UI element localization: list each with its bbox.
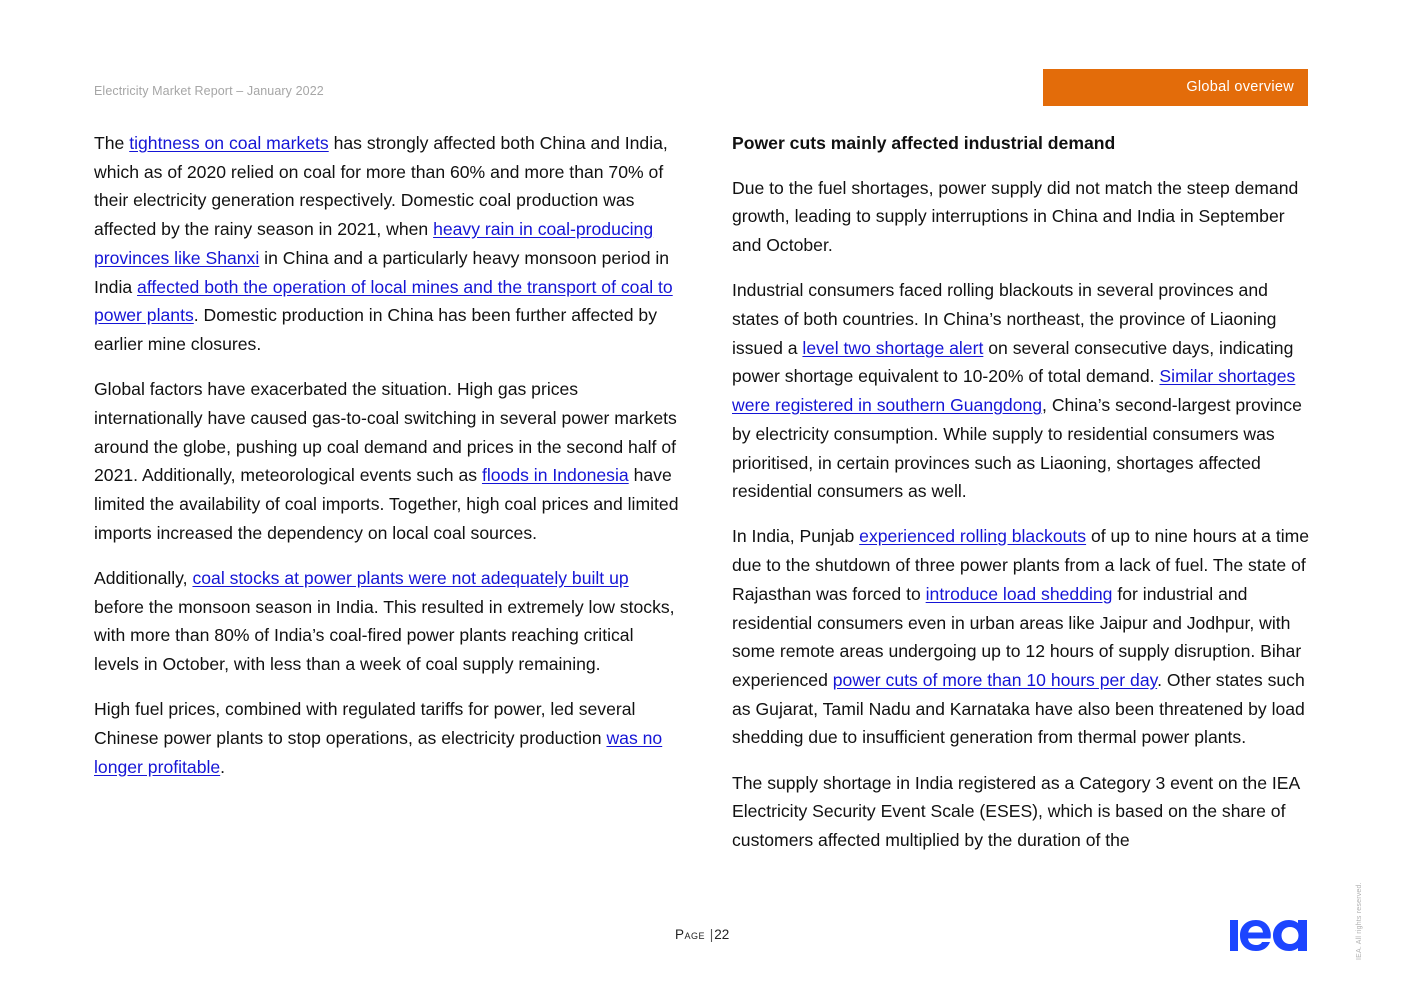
paragraph-global-factors: Global factors have exacerbated the situation. High gas prices internationally have caused gas-to-coal switching in several power markets around the globe, pushing up coal demand and prices in the second half of 2021. Additionally, meteorological events such as floods in Indonesia have limited the availability of coal imports. Together, high coal prices and limited imports increased the dependency on local coal sources. <box>94 379 679 543</box>
copyright-notice: IEA. All rights reserved. <box>1356 882 1363 960</box>
iea-logo-icon <box>1229 916 1309 952</box>
iea-logo <box>1229 916 1309 952</box>
section-tab-global-overview: Global overview <box>1043 69 1308 106</box>
paragraph-coal-tightness: The tightness on coal markets has strongly affected both China and India, which as of 2020 relied on coal for more than 60% and more than 70% of their electricity generation respectively. Domestic coal production was affected by the rainy season in 2021, when heavy rain in coal-producing provinces like Shanxi in China and a particularly heavy monsoon period in India affected both the operation of local mines and the transport of coal to power plants. Domestic production in China has been further affected by earlier mine closures. <box>94 133 673 354</box>
section-heading-power-cuts: Power cuts mainly affected industrial demand <box>732 133 1116 153</box>
left-column <box>94 129 679 798</box>
page-number <box>675 927 729 942</box>
link-coal-stocks-not-built-up[interactable]: coal stocks at power plants were not adequately built up <box>192 567 629 588</box>
paragraph-eses-category: The supply shortage in India registered as a Category 3 event on the IEA Electricity Security Event Scale (ESES), which is based on the share of customers affected multiplied by the duration of the <box>732 772 1300 850</box>
page-label: Page <box>675 927 706 942</box>
paragraph-india-states: In India, Punjab experienced rolling blackouts of up to nine hours at a time due to the shutdown of three power plants from a lack of fuel. The state of Rajasthan was forced to introduce load shedding for industrial and residential consumers even in urban areas like Jaipur and Jodhpur, with some remote areas undergoing up to 12 hours of supply disruption. Bihar experienced power cuts of more than 10 hours per day. Other states such as Gujarat, Tamil Nadu and Karnataka have also been threatened by load shedding due to insufficient generation from thermal power plants. <box>732 526 1310 748</box>
link-bihar-power-cuts[interactable]: power cuts of more than 10 hours per day <box>832 669 1158 690</box>
link-guangdong-shortages[interactable]: Similar shortages were registered in southern Guangdong <box>732 366 1296 416</box>
paragraph-fuel-prices: High fuel prices, combined with regulated tariffs for power, led several Chinese power plants to stop operations, as electricity production was no longer profitable. <box>94 699 663 777</box>
link-level-two-shortage-alert[interactable]: level two shortage alert <box>802 337 984 358</box>
paragraph-fuel-shortages: Due to the fuel shortages, power supply did not match the steep demand growth, leading to supply interruptions in China and India in September and October. <box>732 177 1299 256</box>
paragraph-coal-stocks: Additionally, coal stocks at power plants were not adequately built up before the monsoon season in India. This resulted in extremely low stocks, with more than 80% of India’s coal-fired power plants reaching critical levels in October, with less than a week of coal supply remaining. <box>94 567 675 674</box>
page-number-value: 22 <box>714 927 730 942</box>
link-rajasthan-load-shedding[interactable]: introduce load shedding <box>925 583 1113 604</box>
link-no-longer-profitable[interactable]: was no longer profitable <box>94 727 663 777</box>
right-column <box>732 129 1312 871</box>
link-floods-indonesia[interactable]: floods in Indonesia <box>481 465 629 486</box>
link-heavy-rain-shanxi[interactable]: heavy rain in coal-producing provinces like Shanxi <box>94 219 654 268</box>
link-tightness-coal-markets[interactable]: tightness on coal markets <box>129 133 329 153</box>
paragraph-industrial-blackouts: Industrial consumers faced rolling blackouts in several provinces and states of both countries. In China’s northeast, the province of Liaoning issued a level two shortage alert on several consecutive days, indicating power shortage equivalent to 10-20% of total demand. Similar shortages were registered in southern Guangdong, China’s second-largest province by electricity consumption. While supply to residential consumers was prioritised, in certain provinces such as Liaoning, shortages affected residential consumers as well. <box>732 280 1302 502</box>
page-separator: | <box>709 927 714 942</box>
link-punjab-rolling-blackouts[interactable]: experienced rolling blackouts <box>859 526 1087 547</box>
report-title-header: Electricity Market Report – January 2022 <box>94 84 324 98</box>
link-monsoon-mines-transport[interactable]: affected both the operation of local mines and the transport of coal to power plants <box>94 276 673 326</box>
